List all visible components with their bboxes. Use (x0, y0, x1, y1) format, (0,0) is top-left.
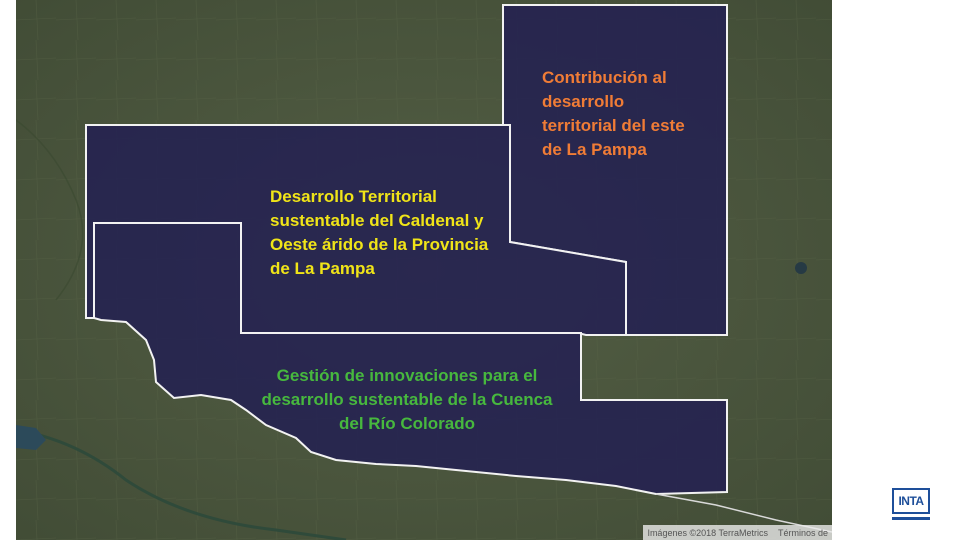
attribution-imagery: Imágenes ©2018 TerraMetrics (647, 527, 768, 538)
region-label-colorado[interactable]: Gestión de innovaciones para el desarrollo sustentable de la Cuenca del Río Colorado (261, 366, 553, 433)
logo-stripe (892, 517, 930, 520)
logo-text: INTA (892, 488, 930, 514)
map-attribution (643, 525, 832, 540)
satellite-map[interactable] (16, 0, 832, 540)
inta-logo (892, 488, 930, 528)
lake-right (795, 262, 807, 274)
attribution-terms-link[interactable]: Términos de (777, 527, 828, 538)
region-label-west[interactable]: Desarrollo Territorial sustentable del Caldenal y Oeste árido de la Provincia de La Pampa (270, 187, 489, 278)
region-label-east[interactable]: Contribución al desarrollo territorial del este de La Pampa (542, 68, 685, 159)
